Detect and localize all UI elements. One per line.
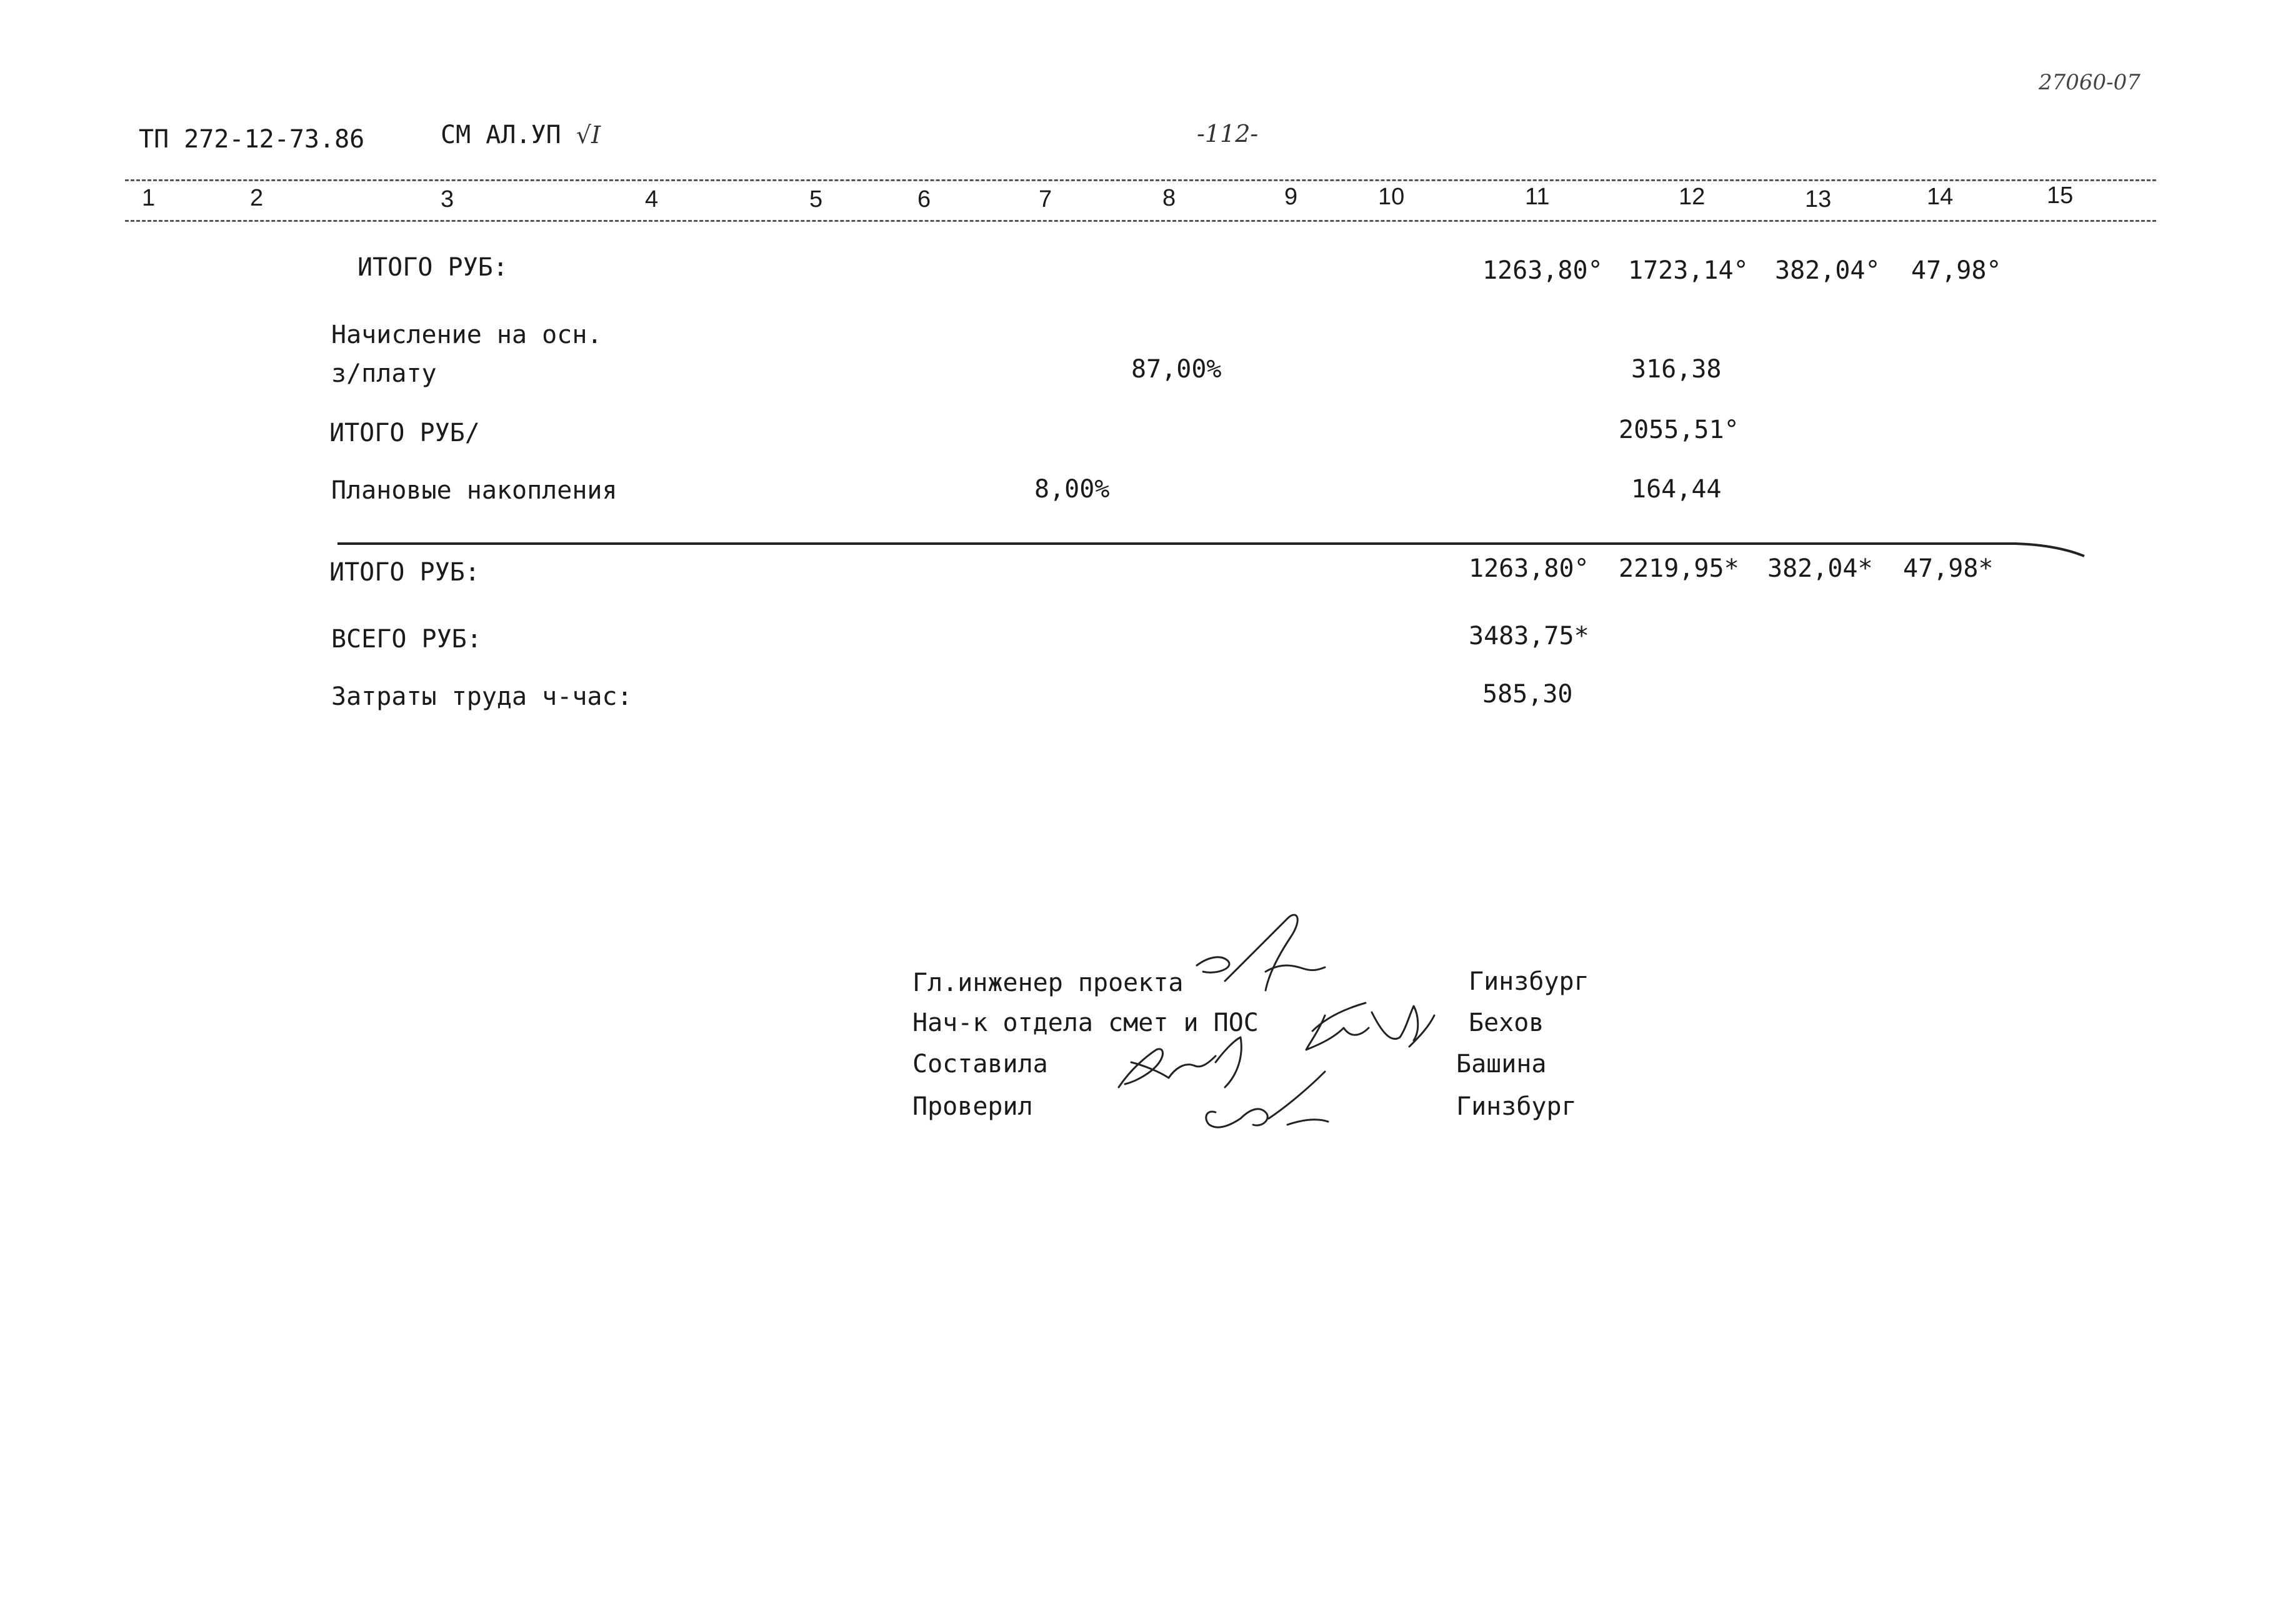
column-number: 4 <box>645 186 659 212</box>
column-number: 13 <box>1805 186 1832 212</box>
column-number: 5 <box>809 186 823 212</box>
signature-name: Гинзбург <box>1469 967 1589 996</box>
column-number: 7 <box>1039 186 1052 212</box>
column-number: 9 <box>1284 184 1298 210</box>
signature-role: Проверил <box>912 1092 1033 1121</box>
signature-name: Бехов <box>1469 1009 1544 1037</box>
row-label: ИТОГО РУБ: <box>357 253 508 282</box>
column-number: 3 <box>441 186 454 212</box>
cell-col11: 585,30 <box>1482 680 1573 709</box>
column-number: 2 <box>250 185 264 211</box>
column-number: 1 <box>142 185 156 211</box>
row-label: Плановые накопления <box>331 476 617 505</box>
cell-col11: 3483,75* <box>1469 622 1589 650</box>
column-number: 15 <box>2047 182 2074 209</box>
signature-role: Гл.инженер проекта <box>912 969 1184 997</box>
column-number: 10 <box>1378 184 1405 210</box>
cell-col12: 2219,95* <box>1619 554 1739 583</box>
column-number: 8 <box>1162 185 1176 211</box>
cell-col13: 382,04° <box>1775 256 1881 285</box>
cell-col12: 1723,14° <box>1628 256 1749 285</box>
signature-name: Башина <box>1456 1050 1547 1079</box>
cell-col8: 87,00% <box>1131 355 1222 384</box>
cell-col12: 164,44 <box>1631 475 1722 504</box>
album-mark: √I <box>576 121 601 149</box>
cell-col12: 316,38 <box>1631 355 1722 384</box>
signature-role: Нач-к отдела смет и ПОС <box>912 1009 1259 1037</box>
cell-col11: 1263,80° <box>1469 554 1589 583</box>
column-number: 12 <box>1679 184 1706 210</box>
page-number: -112- <box>1197 120 1259 147</box>
row-label: ВСЕГО РУБ: <box>331 625 482 654</box>
column-number: 6 <box>917 186 931 212</box>
row-label: ИТОГО РУБ/ <box>329 419 480 447</box>
column-number: 11 <box>1525 184 1550 210</box>
row-label: ИТОГО РУБ: <box>329 558 480 587</box>
cell-col14: 47,98° <box>1911 256 2002 285</box>
archive-number: 27060-07 <box>2039 70 2141 95</box>
signature-name: Гинзбург <box>1456 1092 1577 1121</box>
row-label: Затраты труда ч-час: <box>331 682 632 711</box>
signature-role: Составила <box>912 1050 1048 1079</box>
album-label: СМ АЛ.УП <box>441 121 561 149</box>
column-number: 14 <box>1927 184 1954 210</box>
cell-col12: 2055,51° <box>1619 416 1739 444</box>
cell-col11: 1263,80° <box>1482 256 1603 285</box>
cell-col7: 8,00% <box>1034 475 1110 504</box>
row-label: Начисление на осн. <box>331 321 602 349</box>
cell-col13: 382,04* <box>1767 554 1873 583</box>
row-label-continuation: з/плату <box>331 359 437 388</box>
doc-code: ТП 272-12-73.86 <box>139 125 365 154</box>
cell-col14: 47,98* <box>1903 554 1994 583</box>
